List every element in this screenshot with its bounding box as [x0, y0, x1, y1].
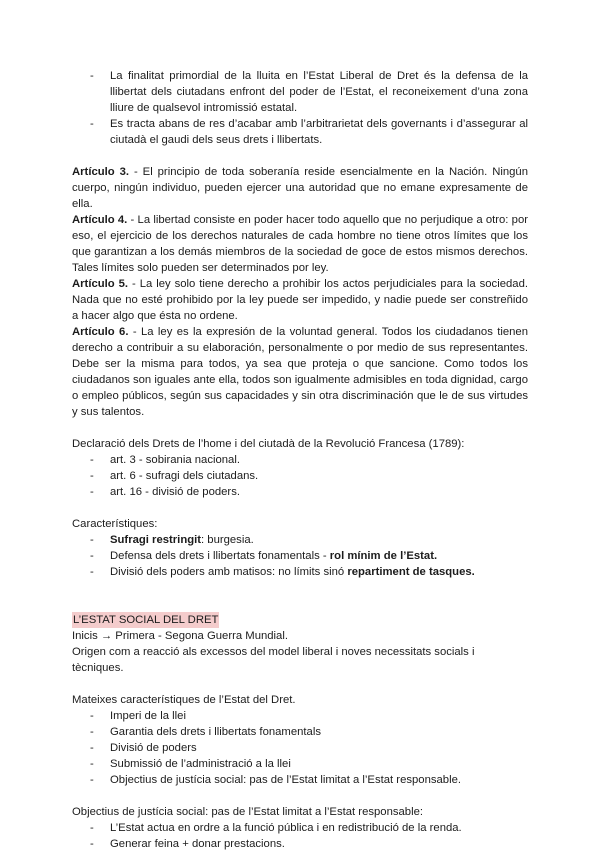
- inicis-line: Inicis → Primera - Segona Guerra Mundial.: [72, 630, 288, 642]
- list-item: - Divisió de poders: [72, 740, 528, 756]
- section-title-text: L’ESTAT SOCIAL DEL DRET: [73, 614, 219, 626]
- list-item: [72, 564, 528, 580]
- declaracio-heading: Declaració dels Drets de l’home i del ciutadà de la Revolució Francesa (1789):: [72, 438, 465, 450]
- article-label: Artículo 6.: [72, 326, 129, 338]
- item-text: Defensa dels drets i llibertats fonamentals -: [110, 550, 330, 562]
- list-item: - art. 16 - divisió de poders.: [72, 484, 528, 500]
- mateixes-heading: Mateixes característiques de l’Estat del Dret.: [72, 694, 296, 706]
- list-item: - art. 6 - sufragi dels ciutadans.: [72, 468, 528, 484]
- list-item: - L’Estat actua en ordre a la funció pública i en redistribució de la renda.: [72, 820, 528, 836]
- article-text: - El principio de toda soberanía reside esencialmente en la Nación. Ningún cuerpo, ningún individuo, pueden ejercer una autoridad que no emane expresamente de ella.: [72, 166, 528, 210]
- declaracio-list: [72, 452, 528, 500]
- section-title: [72, 612, 528, 628]
- article-text: - La ley solo tiene derecho a prohibir los actos perjudiciales para la sociedad. Nada que no esté prohibido por la ley puede ser impedido, y nadie puede ser constreñido a hacer algo que ésta no ordene.: [72, 278, 528, 322]
- objectius-heading: Objectius de justícia social: pas de l’Estat limitat a l’Estat responsable:: [72, 806, 423, 818]
- article-text: - La ley es la expresión de la voluntad general. Todos los ciudadanos tienen derecho a contribuir a su elaboración, personalmente o por medio de sus representantes. Debe ser la misma para todos, ya sea que proteja o que sancione. Como todos los ciudadanos son iguales ante ella, todos son igualmente admisibles en toda dignidad, cargo o empleo públicos, según sus capacidades y sin otra discriminación que le de sus virtudes y sus talentos.: [72, 326, 528, 418]
- list-item: - Generar feina + donar prestacions.: [72, 836, 528, 852]
- objectius-list: [72, 820, 528, 852]
- article-5: [72, 276, 528, 324]
- item-text: Divisió dels poders amb matisos: no límits sinó: [110, 566, 348, 578]
- article-label: Artículo 3.: [72, 166, 130, 178]
- intro-list: [72, 68, 528, 148]
- list-item: - La finalitat primordial de la lluita en l’Estat Liberal de Dret és la defensa de la llibertat dels ciutadans enfront del poder de l’Estat, el reconeixement d’una zona lliure de qualsevol intromissió estatal.: [72, 68, 528, 116]
- list-item: - art. 3 - sobirania nacional.: [72, 452, 528, 468]
- articles: [72, 164, 528, 420]
- bold-text: Sufragi restringit: [110, 534, 202, 546]
- list-item: [72, 532, 528, 548]
- mateixes-list: [72, 708, 528, 788]
- list-item: - Objectius de justícia social: pas de l’Estat limitat a l’Estat responsable.: [72, 772, 528, 788]
- caracteristiques-heading: Característiques:: [72, 518, 158, 530]
- list-item: - Submissió de l’administració a la llei: [72, 756, 528, 772]
- bold-text: repartiment de tasques.: [347, 566, 475, 578]
- article-label: Artículo 5.: [72, 278, 129, 290]
- article-4: [72, 212, 528, 276]
- article-label: Artículo 4.: [72, 214, 128, 226]
- list-item: - Imperi de la llei: [72, 708, 528, 724]
- list-item: - Es tracta abans de res d’acabar amb l’arbitrarietat dels governants i d’assegurar al ciutadà el gaudi dels seus drets i llibertats.: [72, 116, 528, 148]
- origen-line: Origen com a reacció als excessos del model liberal i noves necessitats socials i tècniques.: [72, 646, 475, 674]
- item-text: : burgesia.: [201, 534, 254, 546]
- article-text: - La libertad consiste en poder hacer todo aquello que no perjudique a otro: por eso, el ejercicio de los derechos naturales de cada hombre no tiene otros límites que los que garantizan a los demás miembros de la sociedad de goce de estos mismos derechos. Tales límites solo pueden ser determinados por ley.: [72, 214, 528, 274]
- list-item: [72, 548, 528, 564]
- bold-text: rol mínim de l’Estat.: [329, 550, 438, 562]
- article-6: [72, 324, 528, 420]
- list-item: - Garantia dels drets i llibertats fonamentals: [72, 724, 528, 740]
- caracteristiques-list: [72, 532, 528, 580]
- article-3: [72, 164, 528, 212]
